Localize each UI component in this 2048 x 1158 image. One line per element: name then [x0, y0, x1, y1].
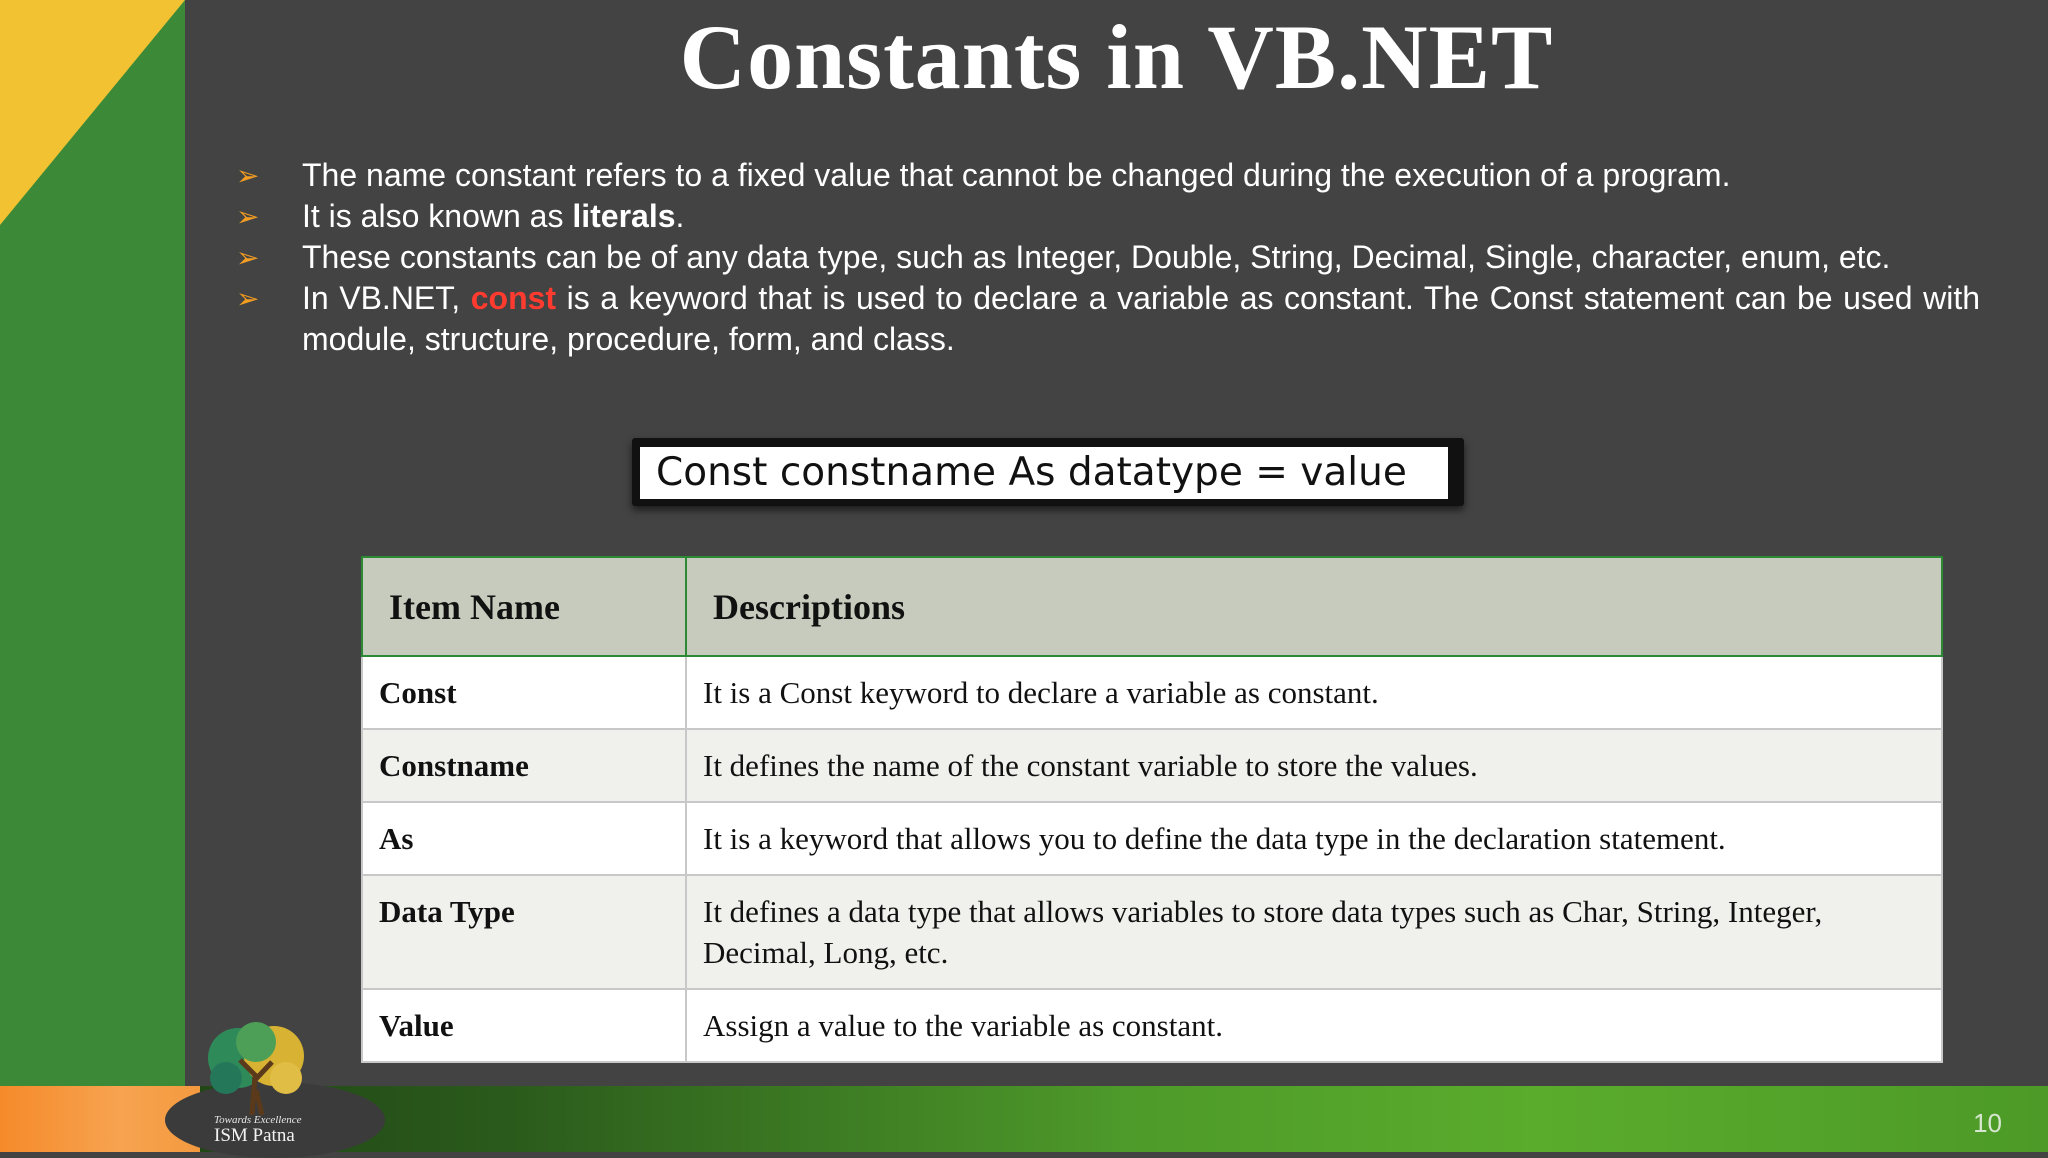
syntax-box [632, 438, 1464, 506]
bullet-item [236, 155, 1980, 196]
item-name-cell: Data Type [362, 875, 686, 989]
description-cell: It is a keyword that allows you to define the data type in the declaration statement. [686, 802, 1942, 875]
bullet-text: These constants can be of any data type, such as Integer, Double, String, Decimal, Single, character, enum, etc. [302, 239, 1891, 275]
arrow-bullet-icon: ➢ [236, 283, 260, 314]
description-cell: It is a Const keyword to declare a variable as constant. [686, 656, 1942, 729]
bullet-item [236, 196, 1980, 237]
syntax-code: Const constname As datatype = value [640, 447, 1448, 499]
bullet-text: In VB.NET, [302, 280, 471, 316]
table-row [362, 875, 1942, 989]
description-cell: It defines a data type that allows variables to store data types such as Char, String, Integer, Decimal, Long, etc. [686, 875, 1942, 989]
bullet-bold-term: literals [572, 198, 676, 234]
table-row [362, 729, 1942, 802]
slide-title: Constants in VB.NET [679, 6, 1554, 108]
bullet-list [236, 155, 1980, 360]
arrow-bullet-icon: ➢ [236, 160, 260, 191]
item-name-cell: Constname [362, 729, 686, 802]
description-cell: It defines the name of the constant variable to store the values. [686, 729, 1942, 802]
bullet-item [236, 278, 1980, 360]
table-row [362, 802, 1942, 875]
bullet-item [236, 237, 1980, 278]
bullet-keyword-highlight: const [470, 280, 557, 316]
logo-name: ISM Patna [214, 1125, 295, 1146]
bullet-text: The name constant refers to a fixed value that cannot be changed during the execution of a program. [302, 157, 1731, 193]
description-cell: Assign a value to the variable as constant. [686, 989, 1942, 1062]
table-header-row [362, 557, 1942, 656]
column-header-item-name: Item Name [362, 557, 686, 656]
bullet-text: It is also known as [302, 198, 573, 234]
item-name-cell: Const [362, 656, 686, 729]
item-name-cell: Value [362, 989, 686, 1062]
arrow-bullet-icon: ➢ [236, 201, 260, 232]
logo-tagline: Towards Excellence [214, 1114, 302, 1126]
column-header-descriptions: Descriptions [686, 557, 1942, 656]
table-row [362, 989, 1942, 1062]
items-table [361, 556, 1943, 1063]
bullet-text: . [675, 198, 685, 234]
bullet-text: is a keyword that is used to declare a variable as constant. The Const statement can be used with module, structure, procedure, form, and class. [302, 280, 1981, 357]
arrow-bullet-icon: ➢ [236, 242, 260, 273]
table-row [362, 656, 1942, 729]
page-number: 10 [1973, 1108, 2002, 1138]
item-name-cell: As [362, 802, 686, 875]
tree-icon [200, 1020, 315, 1120]
